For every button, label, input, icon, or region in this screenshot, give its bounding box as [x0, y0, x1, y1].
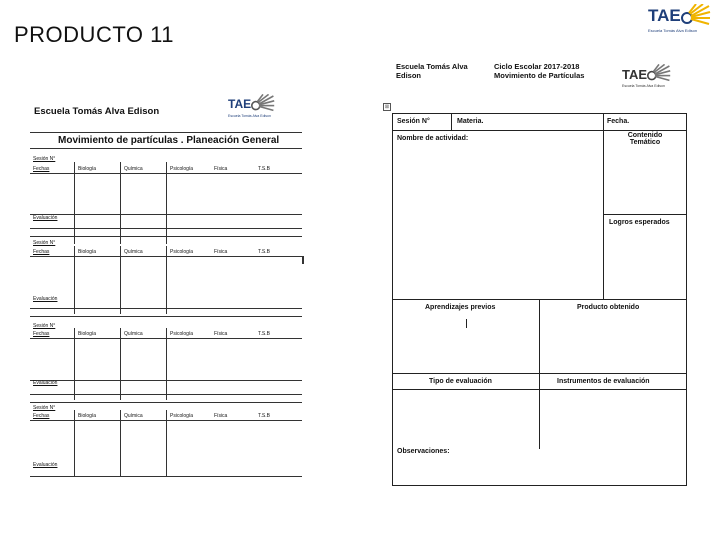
left-doc-title: Movimiento de partículas . Planeación General	[58, 135, 280, 146]
subject-biologia: Biología	[78, 331, 97, 337]
subject-biologia: Biología	[78, 166, 97, 172]
session-block-1	[28, 152, 304, 242]
subject-tsb: T.S.B	[258, 413, 270, 419]
tipo-evaluacion-label: Tipo de evaluación	[429, 378, 492, 385]
col-rule	[166, 162, 167, 244]
rd-logo-tagline: Escuela Tomás Alva Edison	[622, 84, 665, 88]
row-rule	[30, 476, 302, 477]
fechas-label: Fechas	[33, 331, 50, 337]
fechas-label: Fechas	[33, 249, 50, 255]
producto-obtenido-label: Producto obtenido	[577, 304, 640, 311]
col-rule	[166, 246, 167, 314]
rd-logo	[622, 64, 671, 88]
row-rule	[30, 316, 302, 317]
col-rule	[74, 410, 75, 476]
contenido-line1: Contenido	[627, 132, 663, 139]
sun-icon	[647, 64, 671, 84]
session-label: Sesión N°	[33, 323, 56, 329]
title-top-rule	[30, 132, 302, 133]
subject-quimica: Química	[124, 166, 143, 172]
subject-psicologia: Psicología	[170, 249, 194, 255]
rd-cycle-line2: Movimiento de Partículas	[494, 71, 585, 80]
contenido-tematico-label	[605, 132, 685, 146]
h-rule	[603, 214, 686, 215]
row-rule	[30, 228, 302, 229]
subject-quimica: Química	[124, 413, 143, 419]
activity-form-document	[380, 56, 692, 488]
row-rule	[30, 394, 302, 395]
subject-psicologia: Psicología	[170, 331, 194, 337]
col-rule	[120, 162, 121, 244]
session-label: Sesión N°	[33, 156, 56, 162]
row-rule	[30, 236, 302, 237]
nombre-actividad-label: Nombre de actividad:	[397, 135, 469, 142]
planning-document	[28, 92, 304, 478]
fechas-label: Fechas	[33, 413, 50, 419]
left-doc-logo	[228, 94, 275, 118]
v-rule	[451, 114, 452, 130]
subject-fisica: Física	[214, 413, 228, 419]
col-rule	[74, 246, 75, 314]
evaluacion-label: Evaluación	[33, 215, 58, 221]
session-label: Sesión N°	[33, 405, 56, 411]
evaluacion-label: Evaluación	[33, 380, 58, 386]
rd-cycle	[494, 62, 584, 80]
left-doc-logo-brand: TAE	[228, 97, 252, 111]
activity-form-table	[392, 113, 687, 486]
h-rule	[393, 389, 686, 390]
fecha-label: Fecha.	[607, 118, 630, 125]
slide-title: PRODUCTO 11	[14, 22, 174, 47]
fechas-label: Fechas	[33, 166, 50, 172]
rd-school	[396, 62, 468, 80]
logros-esperados-label: Logros esperados	[609, 219, 670, 226]
subject-fisica: Física	[214, 331, 228, 337]
session-label: Sesión N°	[33, 240, 56, 246]
v-rule	[603, 114, 604, 299]
logo-brand: TAE	[648, 6, 681, 25]
col-rule	[120, 246, 121, 314]
subject-tsb: T.S.B	[258, 166, 270, 172]
subject-fisica: Física	[214, 166, 228, 172]
aprendizajes-previos-label: Aprendizajes previos	[425, 304, 496, 311]
subject-psicologia: Psicología	[170, 413, 194, 419]
session-block-4	[28, 402, 304, 478]
session-block-3	[28, 320, 304, 402]
left-doc-logo-tagline: Escuela Tomás Alva Edison	[228, 114, 271, 118]
rd-school-line2: Edison	[396, 71, 422, 80]
observaciones-label: Observaciones:	[397, 448, 450, 455]
rd-cycle-line1: Ciclo Escolar 2017-2018	[494, 62, 580, 71]
sesion-label: Sesión N°	[397, 118, 430, 125]
v-rule	[539, 299, 540, 449]
evaluacion-label: Evaluación	[33, 296, 58, 302]
logo-top-right	[648, 4, 711, 33]
col-rule	[166, 410, 167, 476]
subject-fisica: Física	[214, 249, 228, 255]
h-rule	[393, 130, 686, 131]
materia-label: Materia.	[457, 118, 484, 125]
col-rule	[120, 328, 121, 400]
image-placeholder-icon: ⊠	[384, 104, 390, 110]
subject-quimica: Química	[124, 249, 143, 255]
col-rule	[74, 162, 75, 244]
left-doc-school: Escuela Tomás Alva Edison	[34, 106, 160, 117]
row-rule	[30, 380, 302, 381]
subject-biologia: Biología	[78, 249, 97, 255]
contenido-line2: Temático	[629, 139, 661, 146]
subject-psicologia: Psicología	[170, 166, 194, 172]
sun-icon	[251, 94, 275, 114]
instrumentos-evaluacion-label: Instrumentos de evaluación	[557, 378, 650, 385]
subject-quimica: Química	[124, 331, 143, 337]
h-rule	[393, 373, 686, 374]
rd-logo-brand: TAE	[622, 66, 648, 82]
text-cursor	[466, 319, 467, 328]
right-edge-mark	[302, 256, 304, 264]
subject-biologia: Biología	[78, 413, 97, 419]
title-bottom-rule	[30, 148, 302, 149]
session-block-2	[28, 238, 304, 318]
evaluacion-label: Evaluación	[33, 462, 58, 468]
row-rule	[30, 214, 302, 215]
sun-icon	[681, 4, 711, 28]
subject-tsb: T.S.B	[258, 249, 270, 255]
subject-tsb: T.S.B	[258, 331, 270, 337]
col-rule	[166, 328, 167, 400]
rd-school-line1: Escuela Tomás Alva	[396, 62, 468, 71]
row-rule	[30, 308, 302, 309]
col-rule	[120, 410, 121, 476]
col-rule	[74, 328, 75, 400]
logo-tagline: Escuela Tomás Alva Edison	[648, 28, 698, 33]
